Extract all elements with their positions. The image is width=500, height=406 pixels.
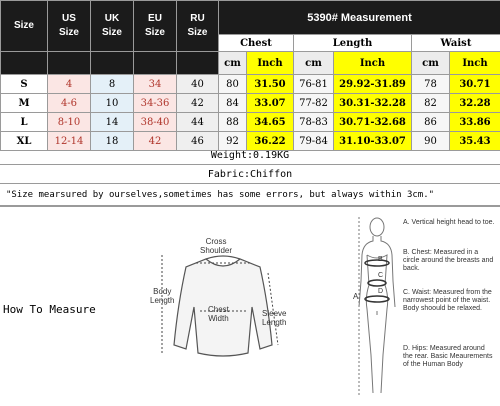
waist-header: Waist (412, 35, 500, 52)
note-b: B. Chest: Measured in a circle around the breasts and back. (403, 249, 495, 273)
body-diagram (345, 215, 405, 399)
length-cm-cell: 77-82 (294, 94, 334, 113)
eu-size-cell: 34-36 (134, 94, 177, 113)
ru-size-header: RU Size (177, 1, 219, 52)
chest-cm-cell: 88 (219, 113, 247, 132)
length-cm-cell: 78-83 (294, 113, 334, 132)
length-cm-cell: 76-81 (294, 75, 334, 94)
size-header: Size (1, 1, 48, 52)
us-size-cell: 12-14 (48, 132, 91, 151)
chest-inch-subheader: Inch (247, 52, 294, 75)
blank-cell (48, 52, 91, 75)
ru-size-cell: 42 (177, 94, 219, 113)
uk-size-cell: 14 (91, 113, 134, 132)
table-row (1, 75, 500, 94)
measurement-title: 5390# Measurement (219, 1, 500, 35)
uk-size-header: UK Size (91, 1, 134, 52)
blank-cell (177, 52, 219, 75)
chest-cm-subheader: cm (219, 52, 247, 75)
note-c: C. Waist: Measured from the narrowest point of the waist. Body shoould be relaxed. (403, 289, 495, 313)
waist-inch-cell: 32.28 (450, 94, 500, 113)
chest-cm-cell: 80 (219, 75, 247, 94)
waist-inch-cell: 30.71 (450, 75, 500, 94)
weight-text: Weight:0.19KG (0, 147, 500, 165)
disclaimer-text: "Size mearsured by ourselves,sometimes has some errors, but always within 3cm." (0, 184, 500, 206)
chest-cm-cell: 92 (219, 132, 247, 151)
table-row (1, 94, 500, 113)
size-cell: L (1, 113, 48, 132)
waist-inch-subheader: Inch (450, 52, 500, 75)
ru-size-cell: 46 (177, 132, 219, 151)
cross-shoulder-label: Cross Shoulder (200, 237, 232, 255)
blank-cell (1, 52, 48, 75)
waist-cm-subheader: cm (412, 52, 450, 75)
waist-cm-cell: 82 (412, 94, 450, 113)
length-header: Length (294, 35, 412, 52)
note-a: A. Vertical height head to toe. (403, 219, 495, 227)
eu-size-header: EU Size (134, 1, 177, 52)
length-inch-cell: 30.31-32.28 (334, 94, 412, 113)
blank-cell (91, 52, 134, 75)
letter-a: A (353, 292, 358, 301)
chest-inch-cell: 36.22 (247, 132, 294, 151)
chest-cm-cell: 84 (219, 94, 247, 113)
blank-cell (134, 52, 177, 75)
ru-size-cell: 44 (177, 113, 219, 132)
waist-cm-cell: 86 (412, 113, 450, 132)
uk-size-cell: 18 (91, 132, 134, 151)
us-size-cell: 8-10 (48, 113, 91, 132)
size-cell: M (1, 94, 48, 113)
us-size-header: US Size (48, 1, 91, 52)
letter-d: D (378, 287, 383, 296)
chest-inch-cell: 33.07 (247, 94, 294, 113)
eu-size-cell: 38-40 (134, 113, 177, 132)
uk-size-cell: 8 (91, 75, 134, 94)
body-length-label: Body Length (150, 287, 174, 305)
chest-inch-cell: 31.50 (247, 75, 294, 94)
fabric-text: Fabric:Chiffon (0, 165, 500, 184)
how-to-measure-title: How To Measure (3, 303, 96, 316)
length-cm-subheader: cm (294, 52, 334, 75)
waist-inch-cell: 33.86 (450, 113, 500, 132)
size-chart-table (0, 0, 500, 151)
length-inch-cell: 30.71-32.68 (334, 113, 412, 132)
eu-size-cell: 34 (134, 75, 177, 94)
size-cell: S (1, 75, 48, 94)
waist-inch-cell: 35.43 (450, 132, 500, 151)
size-cell: XL (1, 132, 48, 151)
letter-b: B (378, 255, 383, 264)
waist-cm-cell: 90 (412, 132, 450, 151)
us-size-cell: 4 (48, 75, 91, 94)
sleeve-length-label: Sleeve Length (262, 309, 286, 327)
length-inch-cell: 31.10-33.07 (334, 132, 412, 151)
eu-size-cell: 42 (134, 132, 177, 151)
letter-c: C (378, 271, 383, 280)
us-size-cell: 4-6 (48, 94, 91, 113)
chest-width-label: Chest Width (208, 305, 229, 323)
how-to-measure-panel (0, 206, 500, 406)
length-inch-cell: 29.92-31.89 (334, 75, 412, 94)
ru-size-cell: 40 (177, 75, 219, 94)
uk-size-cell: 10 (91, 94, 134, 113)
length-inch-subheader: Inch (334, 52, 412, 75)
length-cm-cell: 79-84 (294, 132, 334, 151)
waist-cm-cell: 78 (412, 75, 450, 94)
table-row (1, 113, 500, 132)
chest-header: Chest (219, 35, 294, 52)
note-d: D. Hips: Measured around the rear. Basic Meaurements of the Human Body (403, 345, 495, 369)
chest-inch-cell: 34.65 (247, 113, 294, 132)
